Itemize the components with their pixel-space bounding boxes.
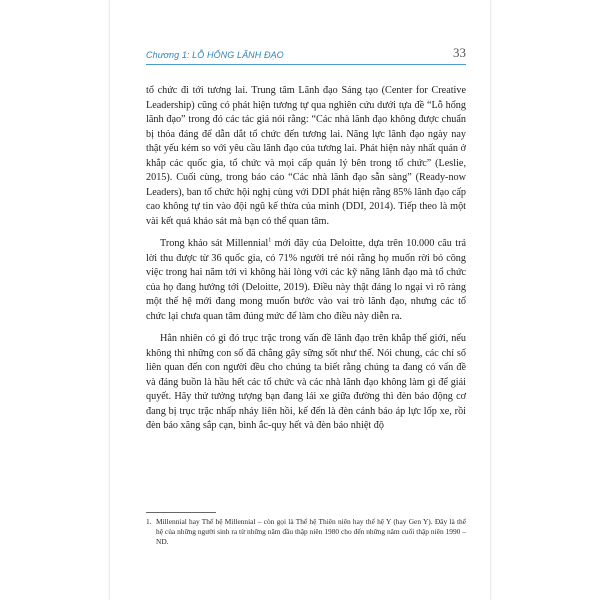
footnote-text: Millennial hay Thế hệ Millennial – còn gọi là Thế hệ Thiên niên hay thế hệ Y (hay Gen Y). Đây là thế hệ của những người sinh ra từ những năm đầu thập niên 1980 cho đến những năm cuối thập niên 1990 – ND.: [156, 517, 466, 546]
chapter-title: Chương 1: LỖ HỔNG LÃNH ĐẠO: [146, 50, 284, 60]
footnote: [146, 517, 466, 547]
book-page: [110, 0, 490, 600]
body-text: [146, 84, 466, 434]
paragraph-2-start: Trong khảo sát Millennial: [160, 238, 269, 249]
paragraph-3: Hẳn nhiên có gì đó trục trặc trong vấn đề lãnh đạo trên khắp thế giới, nếu không thì những con số đã chẳng gây sững sốt như thế. Nói chung, các chỉ số liên quan đến con người đều cho chúng ta biết rằng chúng ta đang có vấn đề và đáng buồn là hầu hết các tổ chức và các nhà lãnh đạo không làm gì để giải quyết. Hãy thử tưởng tượng bạn đang lái xe giữa đường thì đèn báo động cơ đang bị trục trặc nhấp nháy liên hồi, kế đến là đèn cảnh báo áp lực lốp xe, rồi đèn báo xăng sắp cạn, bình ắc-quy hết và đèn báo nhiệt độ: [146, 333, 466, 431]
paragraph-2: [146, 237, 466, 324]
page-number: 33: [453, 45, 466, 60]
running-header: [146, 45, 466, 65]
footnote-marker: 1: [268, 237, 272, 244]
paragraph-1: tổ chức đi tới tương lai. Trung tâm Lãnh đạo Sáng tạo (Center for Creative Leadership) cũng có phát hiện tương tự qua nghiên cứu dưới tựa đề “Lỗ hổng lãnh đạo” trong đó các tác giả nói rằng: “Các nhà lãnh đạo không được chuẩn bị thỏa đáng để dẫn dắt tổ chức đến tương lai. Năng lực lãnh đạo ngày nay thật yếu kém so với yêu cầu lãnh đạo của tương lai. Phát hiện này nhất quán ở khắp các quốc gia, tổ chức và mọi cấp quản lý bên trong tổ chức” (Leslie, 2015). Cuối cùng, trong báo cáo “Các nhà lãnh đạo sẵn sàng” (Ready-now Leaders), ban tổ chức hội nghị cùng với DDI phát hiện rằng 85% lãnh đạo cấp cao không tự tin vào đội ngũ kế thừa của mình (DDI, 2014). Tiếp theo là một vài kết quả khảo sát mà bạn có thể quan tâm.: [146, 85, 466, 227]
footnote-divider: [146, 512, 216, 513]
footnote-number: 1.: [146, 517, 152, 526]
paragraph-2-rest: mới đây của Deloitte, dựa trên 10.000 câu trả lời thu được từ 36 quốc gia, có 71% người trẻ nói rằng họ muốn rời bỏ công việc trong hai năm tới vì không hài lòng với các kỹ năng lãnh đạo mà tổ chức của họ đang hướng tới (Deloitte, 2019). Điều này thật đáng lo ngại vì rõ ràng một thế hệ mới đang mong muốn bước vào vai trò lãnh đạo, nhưng các tổ chức lại chưa quan tâm đúng mức để làm cho điều này diễn ra.: [146, 238, 466, 322]
